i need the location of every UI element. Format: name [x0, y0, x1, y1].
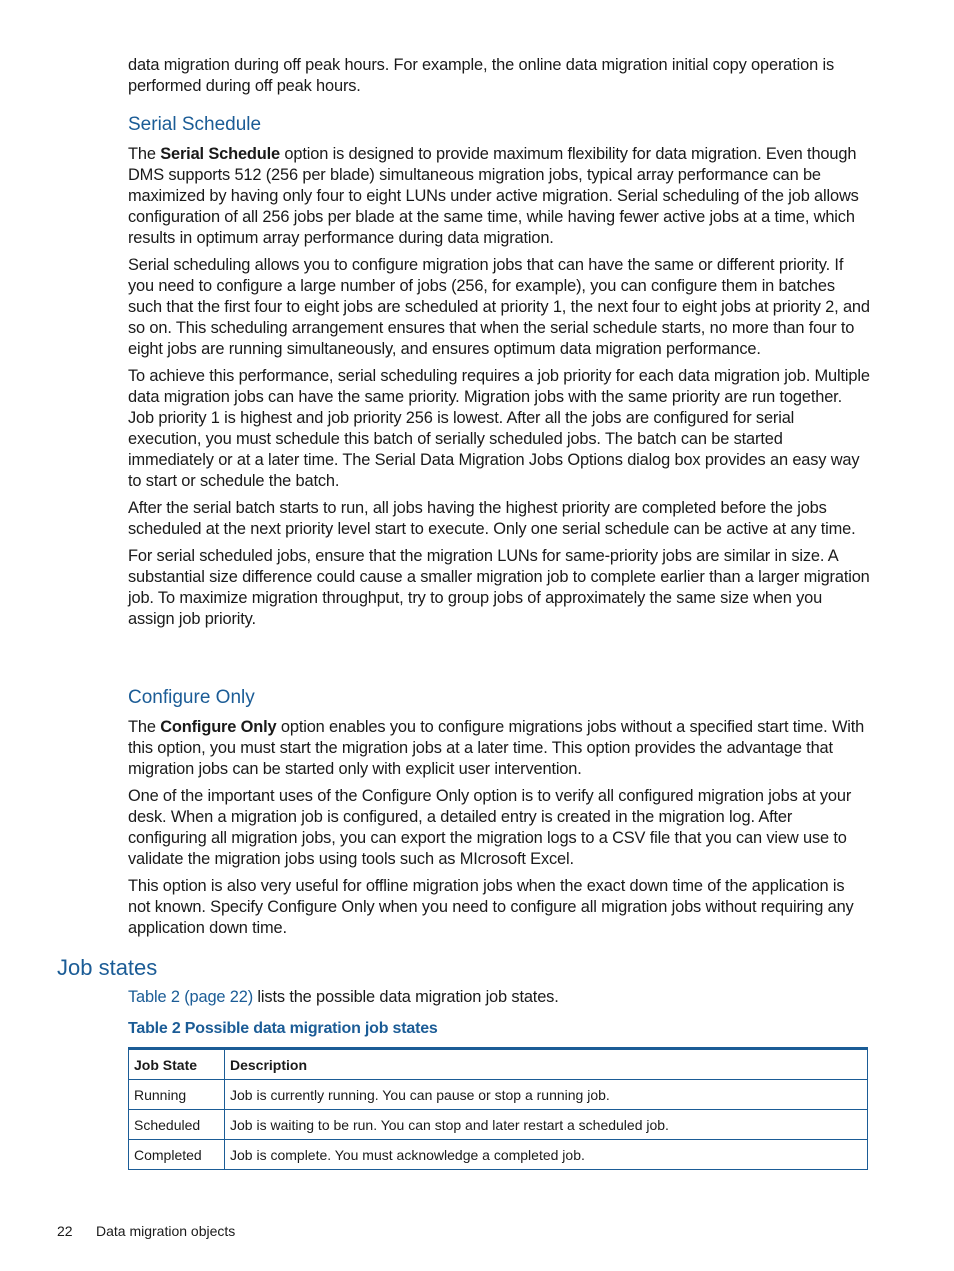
configure-only-heading: Configure Only — [128, 687, 255, 708]
configure-paragraph-1 — [128, 717, 870, 780]
header-job-state: Job State — [129, 1049, 225, 1080]
job-states-heading: Job states — [57, 955, 158, 980]
table-caption: Table 2 Possible data migration job states — [128, 1020, 438, 1037]
table-row — [129, 1140, 868, 1170]
serial-paragraph-1 — [128, 144, 870, 249]
table-row — [129, 1110, 868, 1140]
page-footer — [57, 1222, 235, 1240]
job-states-reference-rest: lists the possible data migration job states. — [253, 988, 559, 1006]
description-cell: Job is complete. You must acknowledge a completed job. — [225, 1140, 868, 1170]
job-states-table — [128, 1047, 868, 1170]
footer-section-title: Data migration objects — [96, 1223, 236, 1239]
job-states-intro — [128, 987, 870, 1014]
table-header-row — [129, 1049, 868, 1080]
header-description: Description — [225, 1049, 868, 1080]
job-state-cell: Scheduled — [129, 1110, 225, 1140]
serial-schedule-heading: Serial Schedule — [128, 114, 262, 135]
job-state-cell: Completed — [129, 1140, 225, 1170]
intro-block — [128, 55, 870, 103]
job-states-reference — [128, 987, 870, 1008]
serial-p1-rest: option is designed to provide maximum flexibility for data migration. Even though DMS supports 512 (256 per blade) simultaneous migration jobs, typical array performance can be maximized by having only four to eight LUNs under active migration. Serial scheduling of the job allows configuration of all 256 jobs per blade at the same time, while having fewer active jobs at a time, which results in optimum array performance during data migration. — [128, 145, 859, 247]
configure-p1-prefix: The — [128, 718, 161, 736]
serial-paragraph-4: After the serial batch starts to run, all jobs having the highest priority are completed before the jobs scheduled at the next priority level start to execute. Only one serial schedule can be active at any time. — [128, 499, 856, 538]
configure-p1-rest: option enables you to configure migrations jobs without a specified start time. With this option, you must start the migration jobs at a later time. This option provides the advantage that migration jobs can be started only with explicit user intervention. — [128, 718, 865, 778]
serial-p1-bold: Serial Schedule — [160, 145, 281, 163]
table-row — [129, 1080, 868, 1110]
table-caption-block — [128, 1019, 870, 1039]
table-2-link[interactable]: Table 2 (page 22) — [128, 988, 254, 1006]
intro-paragraph: data migration during off peak hours. For example, the online data migration initial copy operation is performed during off peak hours. — [128, 56, 835, 95]
description-cell: Job is currently running. You can pause or stop a running job. — [225, 1080, 868, 1110]
configure-paragraph-2: One of the important uses of the Configure Only option is to verify all configured migration jobs at your desk. When a migration job is configured, a detailed entry is created in the migration log. After configuring all migration jobs, you can export the migration logs to a CSV file that you can view use to validate the migration jobs using tools such as MIcrosoft Excel. — [128, 787, 852, 868]
serial-p1-prefix: The — [128, 145, 161, 163]
serial-schedule-section — [128, 113, 870, 636]
description-cell: Job is waiting to be run. You can stop and later restart a scheduled job. — [225, 1110, 868, 1140]
configure-paragraph-3: This option is also very useful for offline migration jobs when the exact down time of the application is not known. Specify Configure Only when you need to configure all migration jobs without requiring any application down time. — [128, 877, 854, 937]
serial-paragraph-2: Serial scheduling allows you to configure migration jobs that can have the same or different priority. If you need to configure a large number of jobs (256, for example), you can configure them in batches such that the first four to eight jobs are scheduled at priority 1, the next four to eight jobs at priority 2, and so on. This scheduling arrangement ensures that when the serial schedule starts, no more than four to eight jobs are running simultaneously, and ensures optimum data migration performance. — [128, 256, 870, 358]
configure-p1-bold: Configure Only — [160, 718, 277, 736]
serial-paragraph-5: For serial scheduled jobs, ensure that the migration LUNs for same-priority jobs are similar in size. A substantial size difference could cause a smaller migration job to complete earlier than a larger migration job. To maximize migration throughput, try to group jobs of approximately the same size when you assign job priority. — [128, 547, 870, 628]
job-state-cell: Running — [129, 1080, 225, 1110]
configure-only-section — [128, 686, 870, 945]
page-number: 22 — [57, 1223, 73, 1239]
serial-paragraph-3: To achieve this performance, serial scheduling requires a job priority for each data migration job. Multiple data migration jobs can have the same priority. Migration jobs with the same priority are run together. Job priority 1 is highest and job priority 256 is lowest. After all the jobs are configured for serial execution, you must schedule this batch of serially scheduled jobs. The batch can be started immediately or at a later time. The Serial Data Migration Jobs Options dialog box provides an easy way to start or schedule the batch. — [128, 367, 870, 490]
